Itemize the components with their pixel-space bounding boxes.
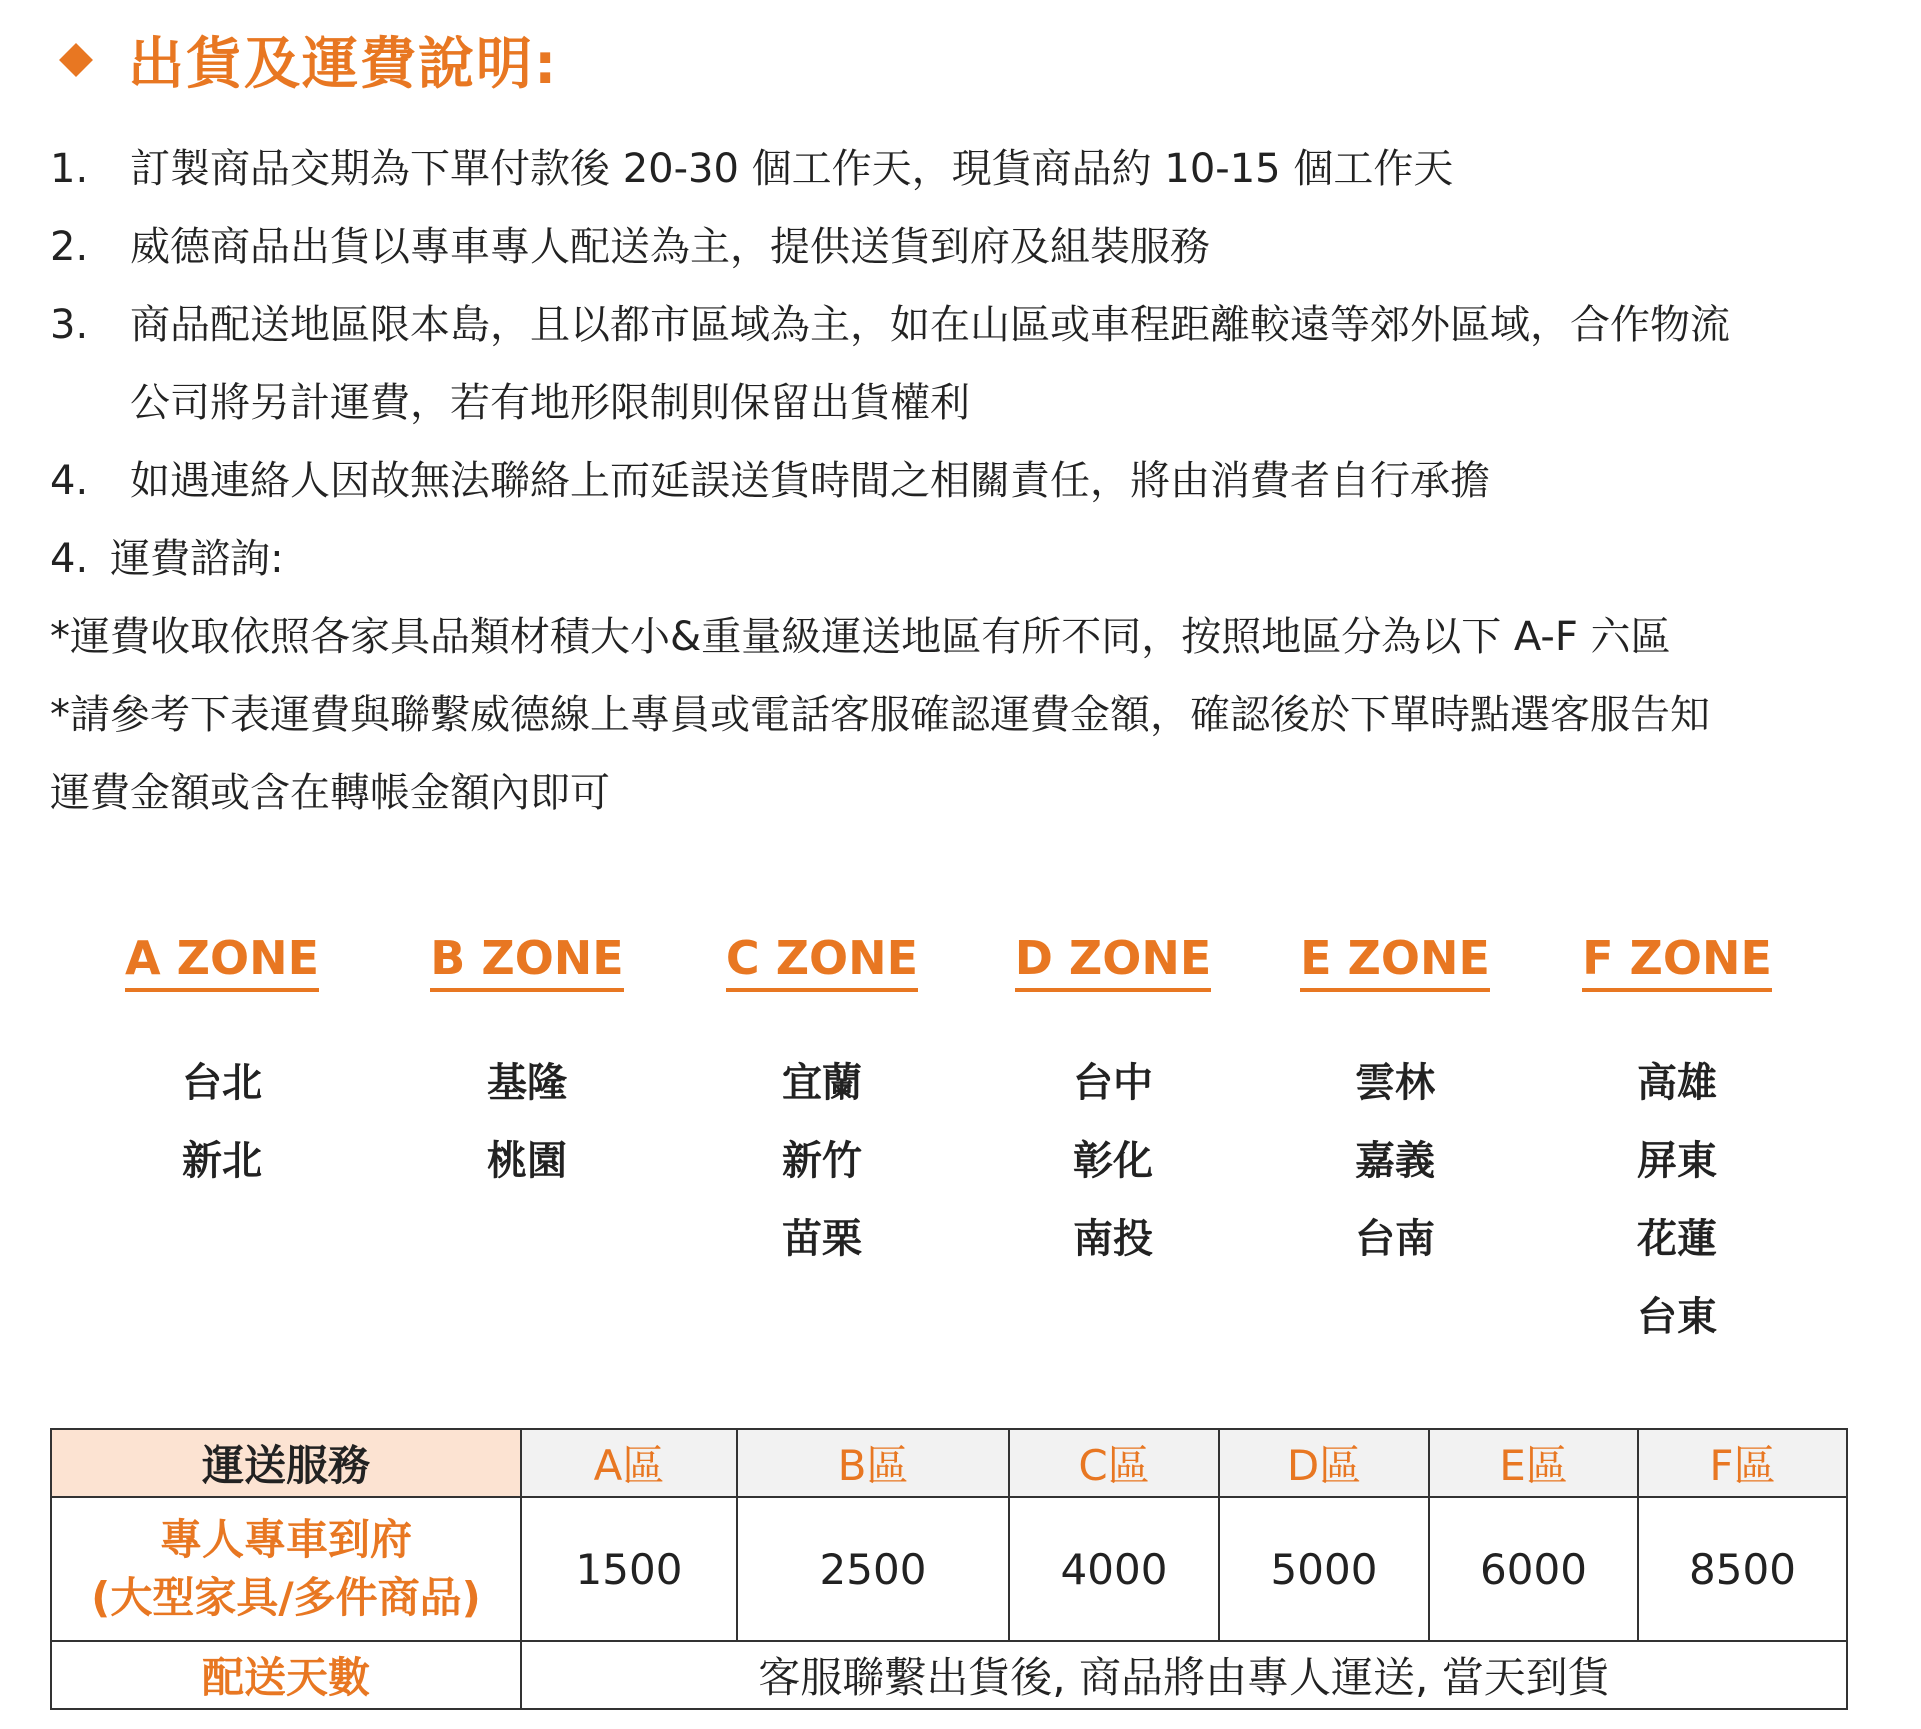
zone-city: 南投 (1073, 1216, 1153, 1262)
list-number: 4. (50, 536, 89, 582)
zone-city: 彰化 (1073, 1138, 1153, 1184)
note-line-4 (50, 442, 1870, 520)
note-line-1 (50, 130, 1870, 208)
note-text: 訂製商品交期為下單付款後 20-30 個工作天，現貨商品約 10-15 個工作天 (130, 146, 1454, 192)
zone-list (0, 930, 1921, 1350)
column-header: F區 (1638, 1429, 1847, 1497)
section-heading (50, 20, 558, 100)
note-line-6 (50, 598, 1870, 676)
zone-title: A ZONE (125, 930, 319, 992)
column-header: C區 (1009, 1429, 1219, 1497)
zone-city: 屏東 (1637, 1138, 1717, 1184)
zone-e (1255, 930, 1535, 1278)
indent (50, 364, 130, 442)
note-text: 如遇連絡人因故無法聯絡上而延誤送貨時間之相關責任，將由消費者自行承擔 (130, 458, 1490, 504)
price-cell: 6000 (1429, 1497, 1638, 1641)
zone-d (973, 930, 1253, 1278)
note-line-3 (50, 286, 1870, 364)
diamond-icon (59, 43, 93, 77)
price-cell: 8500 (1638, 1497, 1847, 1641)
list-number: 2. (50, 224, 89, 270)
note-text: 運費諮詢: (110, 536, 284, 582)
zone-city: 台東 (1637, 1294, 1717, 1340)
row-header-line: 專人專車到府 (159, 1515, 412, 1564)
zone-city: 高雄 (1637, 1060, 1717, 1106)
table-row (51, 1641, 1847, 1709)
zone-title: F ZONE (1582, 930, 1772, 992)
shipping-notes (50, 130, 1870, 832)
table-row (51, 1497, 1847, 1641)
zone-city: 台中 (1073, 1060, 1153, 1106)
price-cell: 2500 (737, 1497, 1009, 1641)
zone-city: 台南 (1355, 1216, 1435, 1262)
column-header: A區 (521, 1429, 737, 1497)
zone-title: E ZONE (1300, 930, 1490, 992)
note-line-7 (50, 676, 1870, 754)
note-line-5 (50, 520, 1870, 598)
list-number: 3. (50, 302, 89, 348)
zone-title: B ZONE (430, 930, 623, 992)
note-text: *運費收取依照各家具品類材積大小&重量級運送地區有所不同，按照地區分為以下 A-F 六區 (50, 614, 1671, 660)
price-cell: 4000 (1009, 1497, 1219, 1641)
list-number: 1. (50, 146, 89, 192)
zone-city: 桃園 (487, 1138, 567, 1184)
note-line-3-continued (50, 364, 1870, 442)
zone-b (387, 930, 667, 1200)
zone-city: 基隆 (487, 1060, 567, 1106)
zone-title: C ZONE (726, 930, 918, 992)
table-header-row (51, 1429, 1847, 1497)
price-cell: 1500 (521, 1497, 737, 1641)
zone-city: 苗栗 (782, 1216, 862, 1262)
column-header: B區 (737, 1429, 1009, 1497)
zone-city: 新竹 (782, 1138, 862, 1184)
list-number: 4. (50, 458, 89, 504)
zone-f (1537, 930, 1817, 1356)
zone-city: 嘉義 (1355, 1138, 1435, 1184)
note-line-8 (50, 754, 1870, 832)
row-header-days: 配送天數 (51, 1641, 521, 1709)
note-text: 運費金額或含在轉帳金額內即可 (50, 770, 610, 816)
zone-city: 新北 (182, 1138, 262, 1184)
column-header: E區 (1429, 1429, 1638, 1497)
note-line-2 (50, 208, 1870, 286)
page-title: 出貨及運費說明: (128, 32, 559, 97)
price-cell: 5000 (1219, 1497, 1429, 1641)
row-header-line: (大型家具/多件商品) (91, 1573, 481, 1622)
delivery-days-cell: 客服聯繫出貨後, 商品將由專人運送, 當天到貨 (521, 1641, 1847, 1709)
note-text: *請參考下表運費與聯繫威德線上專員或電話客服確認運費金額，確認後於下單時點選客服告知 (50, 692, 1710, 738)
zone-c (682, 930, 962, 1278)
column-header: D區 (1219, 1429, 1429, 1497)
zone-city: 宜蘭 (782, 1060, 862, 1106)
note-text: 商品配送地區限本島，且以都市區域為主，如在山區或車程距離較遠等郊外區域，合作物流 (130, 302, 1730, 348)
zone-title: D ZONE (1015, 930, 1212, 992)
note-text: 威德商品出貨以專車專人配送為主，提供送貨到府及組裝服務 (130, 224, 1210, 270)
shipping-rate-table (50, 1428, 1848, 1710)
zone-a (82, 930, 362, 1200)
table-corner-header: 運送服務 (51, 1429, 521, 1497)
zone-city: 台北 (182, 1060, 262, 1106)
note-text: 公司將另計運費，若有地形限制則保留出貨權利 (130, 380, 970, 426)
row-header-delivery (51, 1497, 521, 1641)
zone-city: 花蓮 (1637, 1216, 1717, 1262)
zone-city: 雲林 (1355, 1060, 1435, 1106)
